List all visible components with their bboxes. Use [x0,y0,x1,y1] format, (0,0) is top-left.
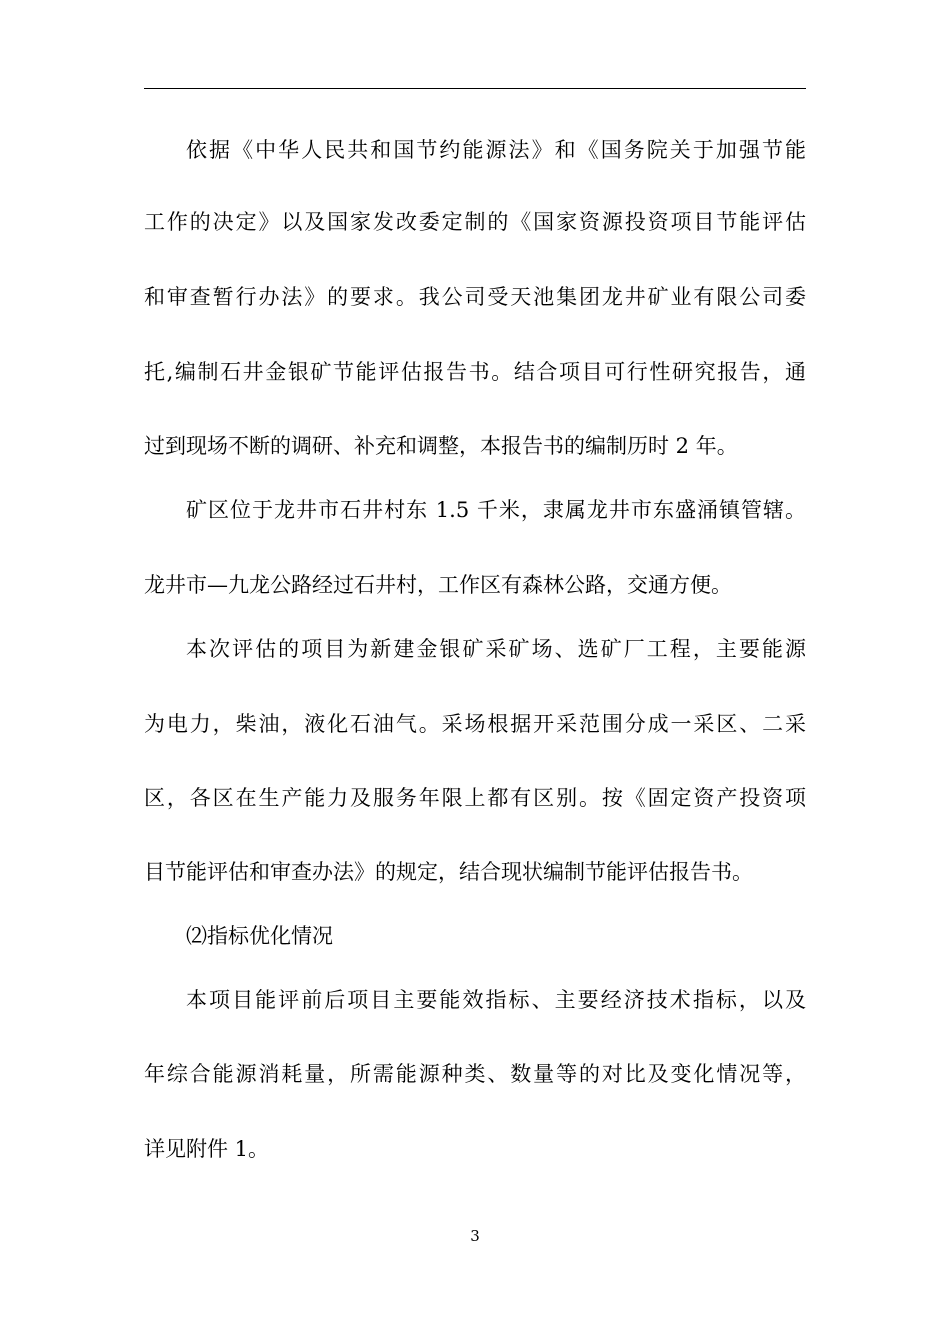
section-heading: ⑵指标优化情况 [186,924,333,948]
page-number: 3 [470,1227,480,1245]
text-line: 本项目能评前后项目主要能效指标、主要经济技术指标，以及 [186,988,806,1012]
text-line: 本次评估的项目为新建金银矿采矿场、选矿厂工程，主要能源 [186,637,806,661]
text-line: 目节能评估和审查办法》的规定，结合现状编制节能评估报告书。 [144,860,753,884]
header-rule [144,88,806,89]
text-line: 依据《中华人民共和国节约能源法》和《国务院关于加强节能 [186,138,806,162]
text-line: 详见附件 1。 [144,1137,270,1161]
text-line: 过到现场不断的调研、补充和调整，本报告书的编制历时 2 年。 [144,434,738,458]
text-line: 托,编制石井金银矿节能评估报告书。结合项目可行性研究报告，通 [144,360,806,384]
text-line: 龙井市—九龙公路经过石井村，工作区有森林公路，交通方便。 [144,573,732,597]
text-line: 和审查暂行办法》的要求。我公司受天池集团龙井矿业有限公司委 [144,285,806,309]
text-line: 矿区位于龙井市石井村东 1.5 千米，隶属龙井市东盛涌镇管辖。 [186,498,806,522]
text-line: 为电力，柴油，液化石油气。采场根据开采范围分成一采区、二采 [144,712,806,736]
text-line: 工作的决定》以及国家发改委定制的《国家资源投资项目节能评估 [144,210,806,234]
text-line: 年综合能源消耗量，所需能源种类、数量等的对比及变化情况等， [144,1062,806,1086]
text-line: 区，各区在生产能力及服务年限上都有区别。按《固定资产投资项 [144,786,806,810]
